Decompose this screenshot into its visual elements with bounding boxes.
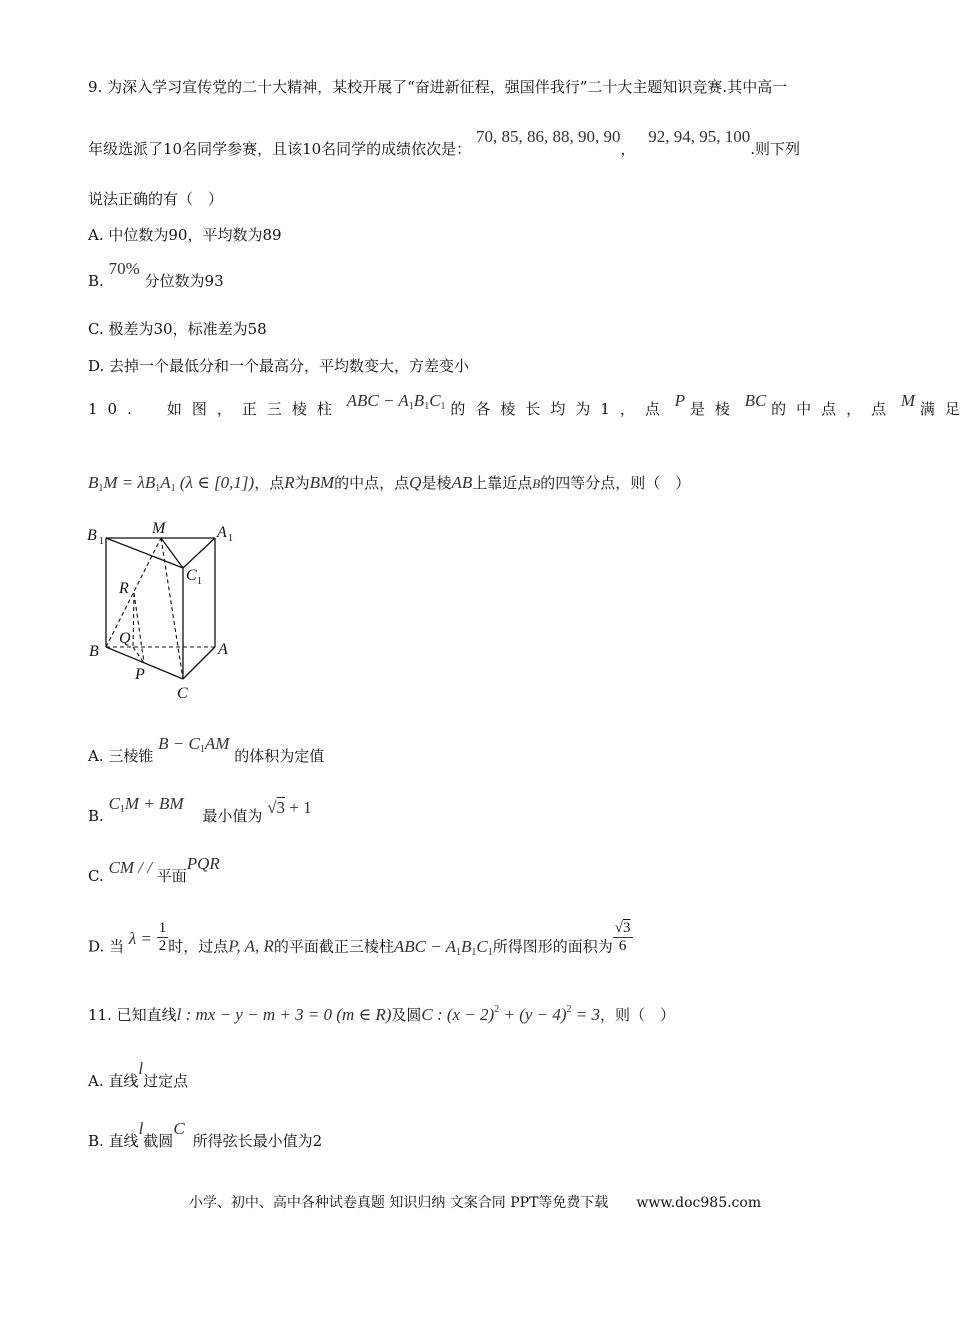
q10-point-b: B [532,476,541,491]
q11-stem-prefix: 11. 已知直线 [88,1006,177,1024]
q10-option-a-pyramid: $B - C_1AM$ [158,734,230,755]
q10-stem-mid3: 的中点，点 [771,400,897,418]
q10-point-m: M [900,391,916,410]
q10-stem-prefix: 10. 如图，正三棱柱 [88,400,342,418]
label-b1: B [87,527,97,544]
label-q: Q [119,630,131,647]
q10-option-a [88,734,325,767]
q10-option-d-half: $\frac{1}{2}$ [158,920,167,954]
q9-scores-2: 92, 94, 95, 100 [648,127,751,146]
label-a1: A [217,524,227,541]
prism-figure [84,516,244,702]
q10-stem-t5: 上靠近点 [472,474,533,492]
q11-option-b-l: l [138,1119,144,1138]
q10-edge-bc: BC [744,391,767,410]
q10-option-d-points: P, A, R [228,936,274,956]
q10-option-b [88,794,312,827]
q10-option-c [88,854,220,886]
q10-stem-mid: 的各棱长均为1，点 [450,400,670,418]
label-c1: C [186,567,197,584]
q9-option-b-percent: 70% [108,259,140,278]
q10-stem-line1 [88,391,970,420]
label-b: B [89,643,99,660]
q10-option-b-text: 最小值为 [202,807,263,825]
q9-stem-line3: 说法正确的有（ ） [88,190,224,208]
q10-point-p: P [674,391,686,410]
q10-vector-condition: $B_1M = \lambda B_1A_1$ (λ ∈ [0,1]) [88,473,255,494]
label-c1-sub: 1 [197,576,202,587]
q9-option-b [88,259,224,291]
q11-option-b-label: B. 直线 [88,1132,139,1150]
q11-option-b [88,1119,323,1151]
q11-option-a-text: 过定点 [143,1072,189,1090]
q9-comma: ， [620,140,636,158]
q10-point-q: Q [409,473,422,492]
page-footer: 小学、初中、高中各种试卷真题 知识归纳 文案合同 PPT等免费下载 www.doc985.com [188,1195,762,1211]
q9-option-b-label: B. [88,272,104,290]
q9-option-c: C. 极差为30，标准差为58 [88,320,267,338]
q10-stem-t4: 是棱 [421,474,452,492]
q10-option-d [88,920,633,965]
q11-option-b-c: C [173,1119,185,1138]
q9-stem-text: 年级选派了10名同学参赛，且该10名同学的成绩依次是： [88,140,472,158]
q10-option-d-text3: 所得图形的面积为 [492,937,613,956]
q10-option-d-label: D. 当 [88,937,125,956]
label-c: C [177,685,188,702]
q9-option-d: D. 去掉一个最低分和一个最高分，平均数变大，方差变小 [88,357,470,375]
q10-option-d-text1: 时，过点 [168,937,229,956]
q10-option-b-expr: $C_1M$ + BM [108,794,184,815]
q10-stem-mid2: 是棱 [689,400,740,418]
q10-option-d-prism: ABC − $A_1B_1C_1$ [393,936,493,958]
q11-stem-mid: 及圆 [391,1006,422,1024]
q11-option-a-l: l [138,1059,144,1078]
label-a1-sub: 1 [228,533,233,544]
q10-edge-ab: AB [451,473,473,492]
q11-option-b-text: 所得弦长最小值为2 [192,1132,323,1150]
q11-option-b-mid: 截圆 [143,1132,174,1150]
label-r: R [119,580,129,597]
q11-line-equation: l : mx − y − m + 3 = 0 (m ∈ R) [176,1005,392,1024]
q9-option-b-text: 分位数为93 [144,272,224,290]
q10-segment-bm: BM [309,473,335,492]
q10-stem-t2: 为 [294,474,310,492]
q10-option-d-area: $\frac{√3}{6}$ [614,920,631,954]
q9-stem-line2 [88,127,801,159]
q10-stem-end: 满足 [919,400,970,418]
q10-option-c-line: CM / / [108,858,152,877]
q10-point-r: R [284,473,295,492]
q10-option-c-label: C. [88,867,104,885]
label-m: M [152,520,166,537]
q10-option-a-text: 的体积为定值 [234,747,325,765]
q10-stem-line2 [88,472,690,494]
q10-prism-name: ABC − $A_1B_1C_1$ [346,391,446,412]
q10-option-b-label: B. [88,807,104,825]
q11-option-a-label: A. 直线 [88,1072,139,1090]
q11-stem [88,1004,675,1025]
q9-option-a: A. 中位数为90，平均数为89 [88,226,282,244]
q10-option-c-text: 平面 [156,867,187,885]
q11-circle-equation: C : $(x - 2)^2 + (y - 4)^2 = 3$ [421,1004,601,1024]
label-b1-sub: 1 [99,536,104,547]
q11-option-a [88,1059,189,1091]
q10-option-c-plane: PQR [186,854,220,873]
q10-option-d-lambda: λ = [128,928,152,948]
q9-scores-1: 70, 85, 86, 88, 90, 90 [475,127,621,146]
q11-stem-end: ，则（ ） [600,1006,676,1024]
q10-option-b-value: √3 + 1 [267,798,312,817]
q10-stem-t3: 的中点，点 [334,474,410,492]
q10-option-d-text2: 的平面截正三棱柱 [273,937,394,956]
q10-stem-t1: ，点 [254,474,285,492]
q9-stem-line1: 9. 为深入学习宣传党的二十大精神，某校开展了“奋进新征程，强国伴我行”二十大主题知识竞赛.其中高一 [88,78,788,96]
label-a: A [218,641,228,658]
label-p: P [135,666,145,683]
q10-stem-t6: 的四等分点，则（ ） [540,474,691,492]
q10-option-a-label: A. 三棱锥 [88,747,154,765]
q9-stem-end: .则下列 [750,140,801,158]
